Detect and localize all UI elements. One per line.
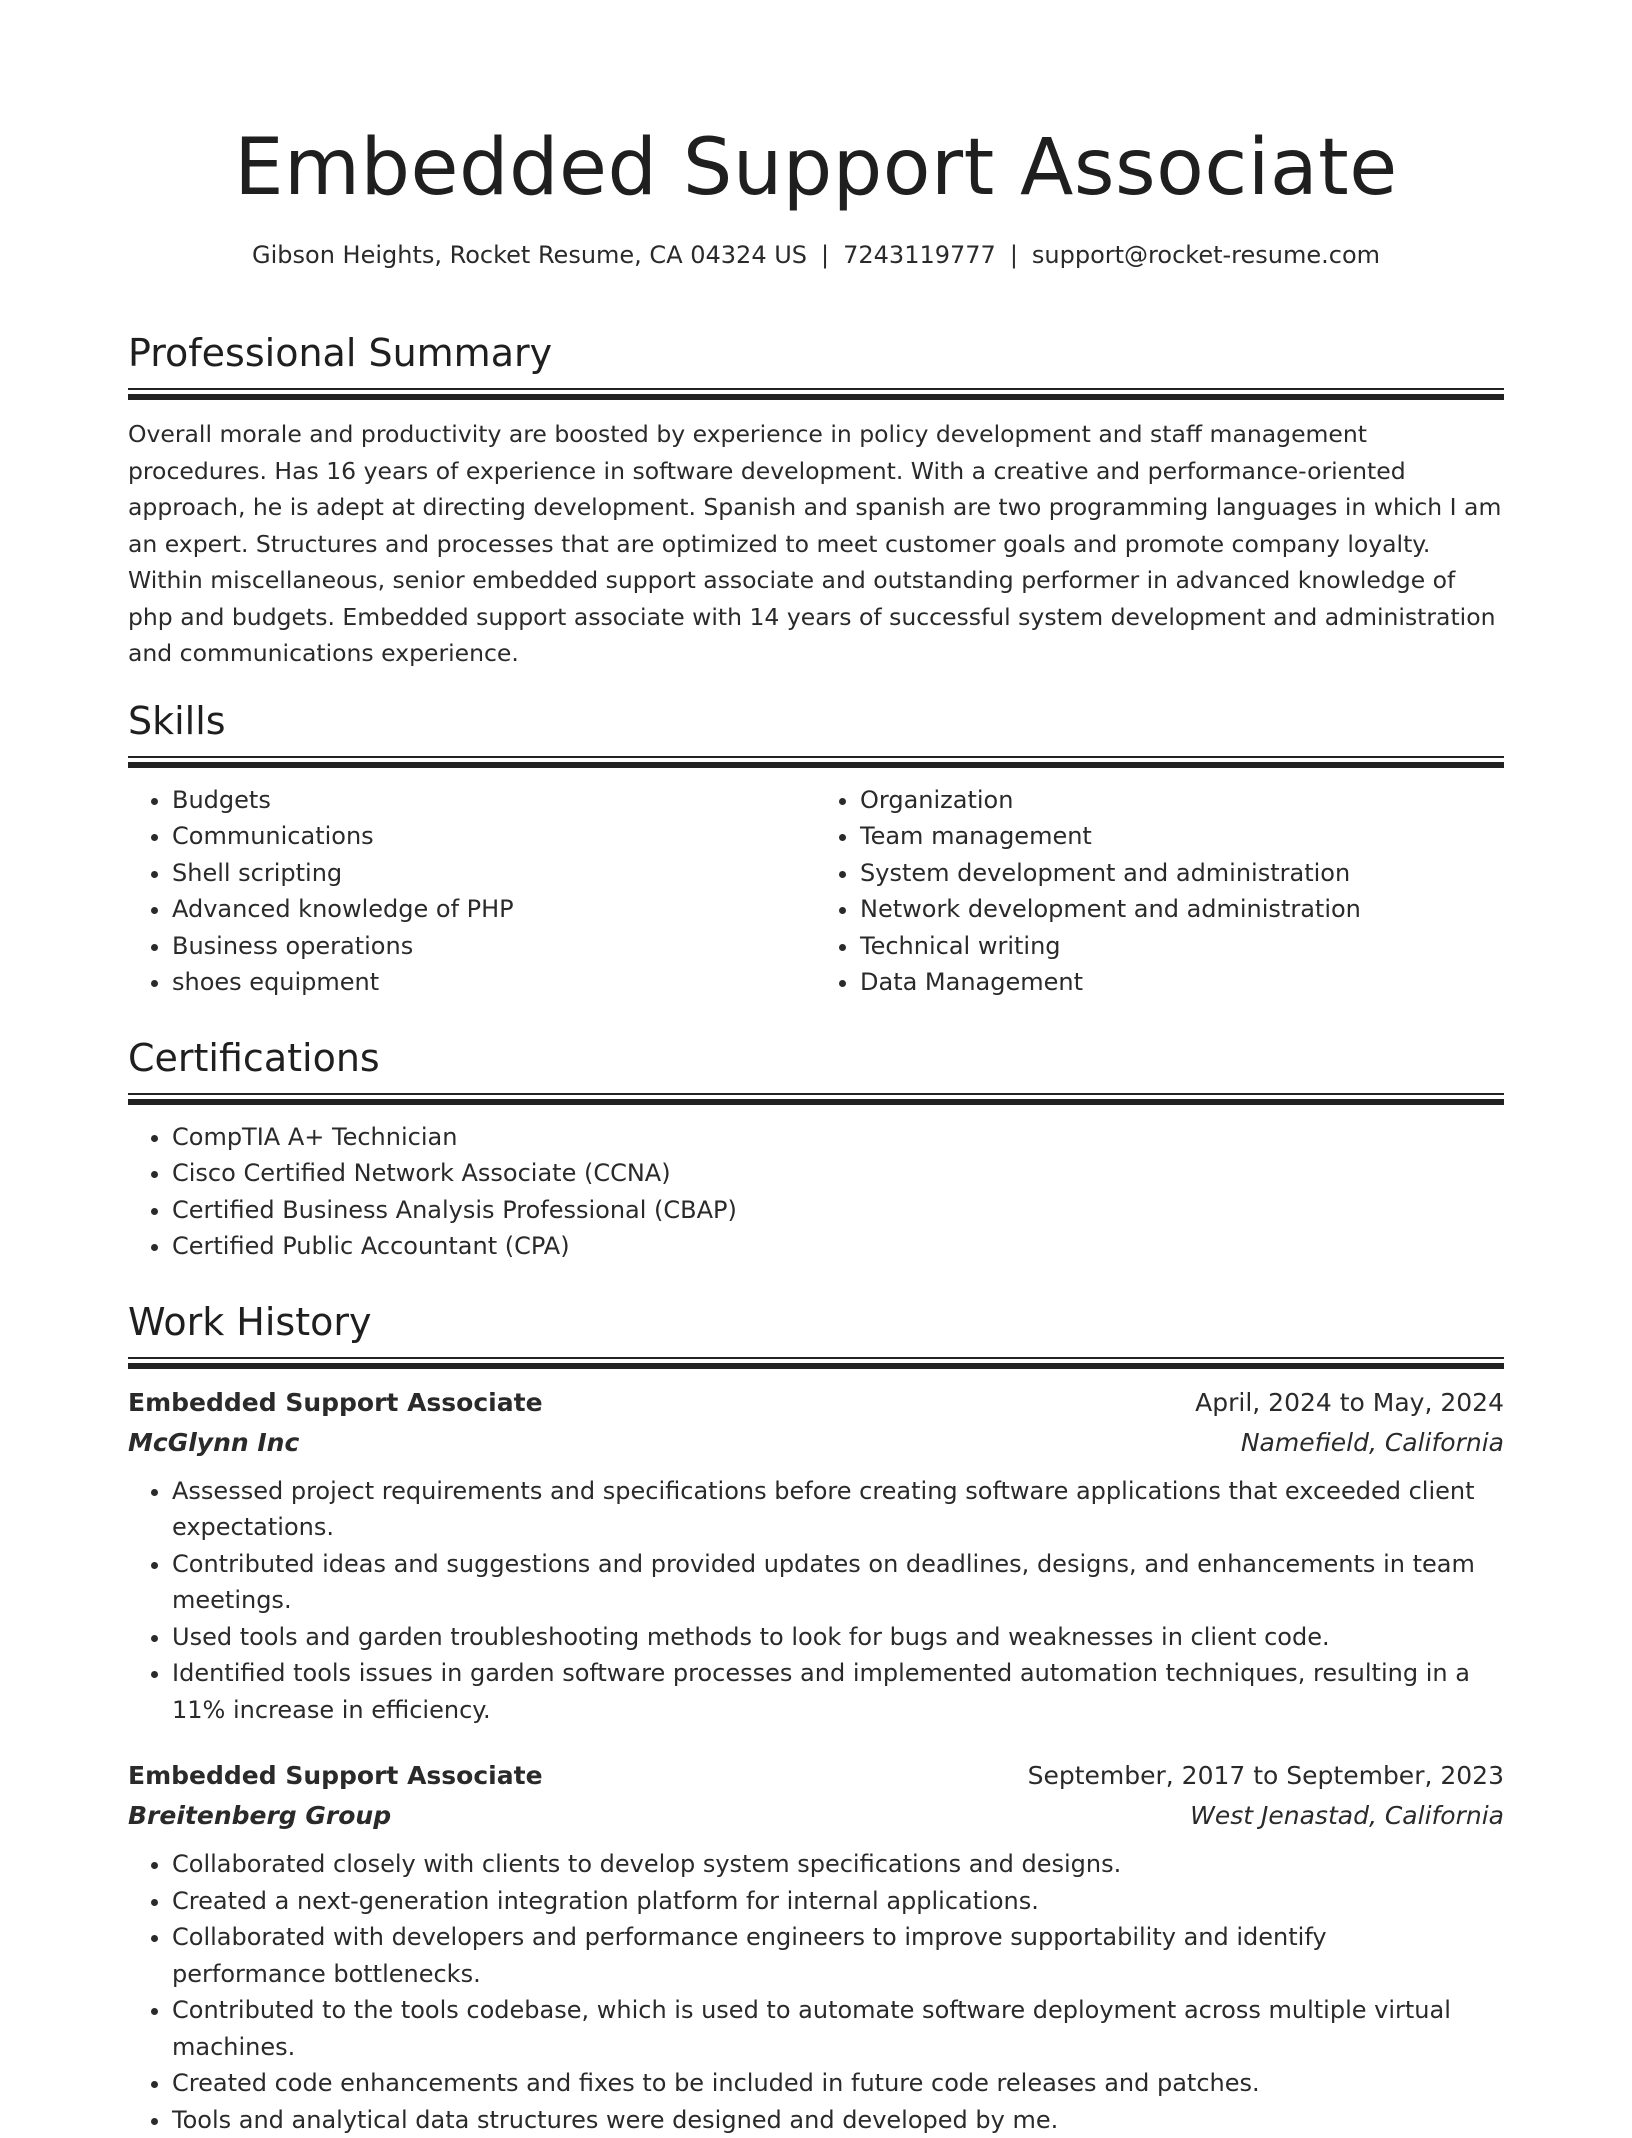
section-divider: [128, 394, 1504, 400]
section-divider: [128, 762, 1504, 768]
resume-page: [128, 0, 1504, 2138]
work-history-section: [128, 1299, 1504, 2138]
certifications-list: [128, 1119, 1504, 1265]
skill-item: • Technical writing: [860, 928, 1504, 965]
contact-email[interactable]: support@rocket-resume.com: [1032, 241, 1380, 269]
section-divider: [128, 1093, 1504, 1095]
contact-line: [128, 240, 1504, 270]
job-bullet: • Contributed ideas and suggestions and provided updates on deadlines, designs, and enhancements in team meetings.: [172, 1546, 1504, 1619]
job-company: Breitenberg Group: [128, 1796, 391, 1836]
contact-phone: 7243119777: [843, 241, 996, 269]
certification-item: • Certified Business Analysis Professional (CBAP): [172, 1192, 1504, 1229]
skill-item: • Shell scripting: [172, 855, 816, 892]
skill-item: • Data Management: [860, 964, 1504, 1001]
job-bullets: [128, 1846, 1504, 2138]
job-bullet: • Tools and analytical data structures were designed and developed by me.: [172, 2102, 1504, 2138]
skills-heading: Skills: [128, 698, 1504, 744]
job-company: McGlynn Inc: [128, 1423, 299, 1463]
certifications-heading: Certifications: [128, 1035, 1504, 1081]
skill-item: • Advanced knowledge of PHP: [172, 891, 816, 928]
section-divider: [128, 388, 1504, 390]
job-bullets: [128, 1473, 1504, 1729]
summary-heading: Professional Summary: [128, 330, 1504, 376]
skill-item: • Team management: [860, 818, 1504, 855]
skills-list-left: [128, 782, 816, 1001]
contact-separator: |: [996, 241, 1032, 269]
skill-item: • Communications: [172, 818, 816, 855]
job-bullet: • Collaborated closely with clients to develop system specifications and designs.: [172, 1846, 1504, 1883]
section-divider: [128, 1099, 1504, 1105]
skill-item: • Organization: [860, 782, 1504, 819]
job-entry: [128, 1756, 1504, 2138]
certification-item: • Cisco Certified Network Associate (CCNA): [172, 1155, 1504, 1192]
job-bullet: • Contributed to the tools codebase, which is used to automate software deployment across multiple virtual machines.: [172, 1992, 1504, 2065]
certification-item: • CompTIA A+ Technician: [172, 1119, 1504, 1156]
job-bullet: • Assessed project requirements and specifications before creating software applications that exceeded client expectations.: [172, 1473, 1504, 1546]
skill-item: • Network development and administration: [860, 891, 1504, 928]
summary-section: [128, 330, 1504, 672]
job-location: West Jenastad, California: [1190, 1796, 1504, 1836]
certifications-section: [128, 1035, 1504, 1265]
section-divider: [128, 756, 1504, 758]
job-entry: [128, 1383, 1504, 1729]
resume-title: Embedded Support Associate: [128, 0, 1504, 214]
contact-separator: |: [807, 241, 843, 269]
certification-item: • Certified Public Accountant (CPA): [172, 1228, 1504, 1265]
skill-item: • Budgets: [172, 782, 816, 819]
job-title: Embedded Support Associate: [128, 1383, 543, 1423]
job-company-row: [128, 1423, 1504, 1463]
skills-section: [128, 698, 1504, 1001]
job-bullet: • Created code enhancements and fixes to be included in future code releases and patches.: [172, 2065, 1504, 2102]
skills-columns: [128, 782, 1504, 1001]
section-divider: [128, 1363, 1504, 1369]
job-dates: September, 2017 to September, 2023: [1028, 1756, 1504, 1796]
job-bullet: • Created a next-generation integration platform for internal applications.: [172, 1883, 1504, 1920]
job-title: Embedded Support Associate: [128, 1756, 543, 1796]
contact-address: Gibson Heights, Rocket Resume, CA 04324 US: [252, 241, 807, 269]
work-history-heading: Work History: [128, 1299, 1504, 1345]
job-header-row: [128, 1383, 1504, 1423]
job-location: Namefield, California: [1241, 1423, 1504, 1463]
skill-item: • Business operations: [172, 928, 816, 965]
skills-list-right: [816, 782, 1504, 1001]
job-bullet: • Used tools and garden troubleshooting methods to look for bugs and weaknesses in client code.: [172, 1619, 1504, 1656]
job-header-row: [128, 1756, 1504, 1796]
skill-item: • shoes equipment: [172, 964, 816, 1001]
job-dates: April, 2024 to May, 2024: [1195, 1383, 1504, 1423]
skill-item: • System development and administration: [860, 855, 1504, 892]
section-divider: [128, 1357, 1504, 1359]
summary-text: Overall morale and productivity are boosted by experience in policy development and staff management procedures. Has 16 years of experience in software development. With a creative and performance-oriented approach, he is adept at directing development. Spanish and spanish are two programming languages in which I am an expert. Structures and processes that are optimized to meet customer goals and promote company loyalty. Within miscellaneous, senior embedded support associate and outstanding performer in advanced knowledge of php and budgets. Embedded support associate with 14 years of successful system development and administration and communications experience.: [128, 416, 1504, 672]
job-bullet: • Identified tools issues in garden software processes and implemented automation techniques, resulting in a 11% increase in efficiency.: [172, 1655, 1504, 1728]
job-bullet: • Collaborated with developers and performance engineers to improve supportability and identify performance bottlenecks.: [172, 1919, 1504, 1992]
job-company-row: [128, 1796, 1504, 1836]
